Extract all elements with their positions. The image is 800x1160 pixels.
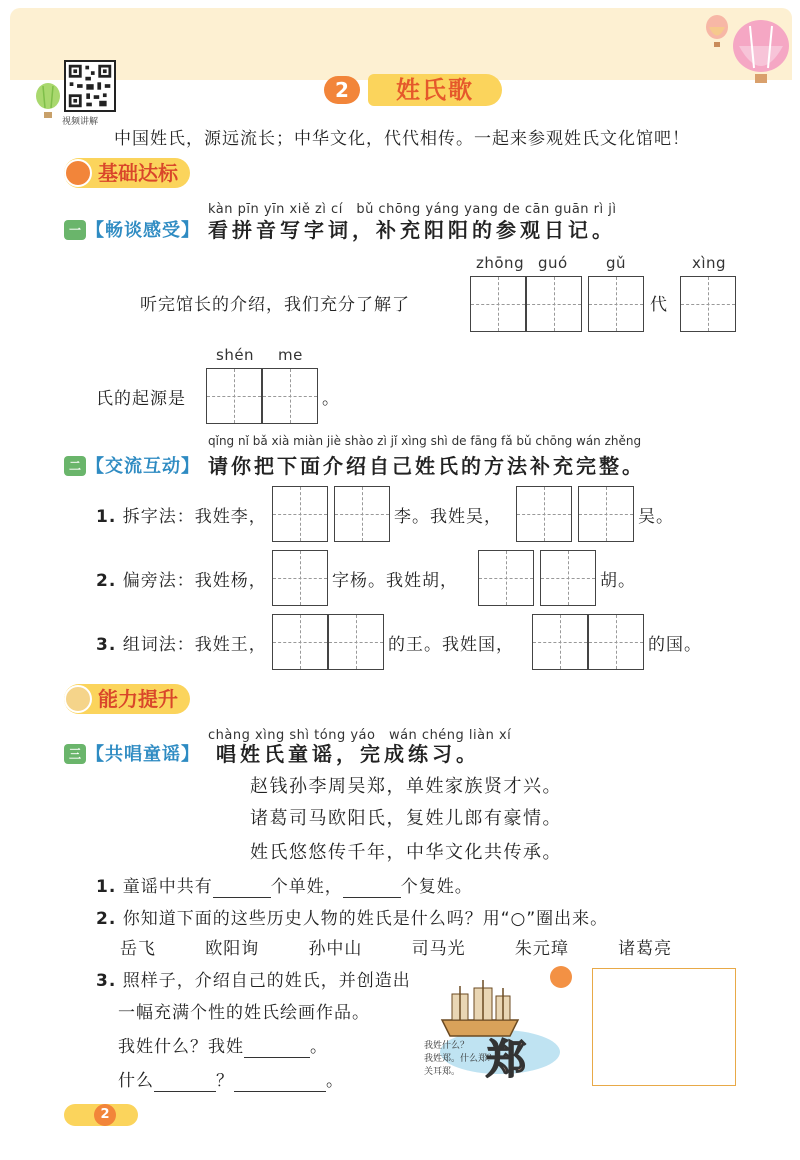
writing-box[interactable] bbox=[272, 550, 328, 606]
pinyin-label: guó bbox=[538, 254, 568, 272]
writing-box[interactable] bbox=[262, 368, 318, 424]
q2-item2-mid: 字杨。我姓胡， bbox=[332, 571, 458, 591]
item-text: 个单姓， bbox=[270, 877, 343, 897]
item-text: 。 bbox=[326, 1071, 344, 1091]
qr-label: 视频讲解 bbox=[62, 117, 99, 127]
q3-marker: 三 bbox=[64, 744, 86, 764]
q1-pinyin: kàn pīn yīn xiě zì cí bǔ chōng yáng yang de cān guān rì jì bbox=[208, 202, 617, 217]
writing-box[interactable] bbox=[470, 276, 526, 332]
writing-box[interactable] bbox=[526, 276, 582, 332]
q1-line1-mid: 代 bbox=[650, 295, 668, 315]
balloon-icon bbox=[34, 82, 62, 120]
page-title: 姓氏歌 bbox=[368, 74, 502, 106]
item-number: 1. bbox=[96, 877, 117, 897]
item-text: 个复姓。 bbox=[400, 877, 473, 897]
writing-box[interactable] bbox=[588, 614, 644, 670]
q3-item3-line2: 一幅充满个性的姓氏绘画作品。 bbox=[118, 1003, 370, 1023]
pinyin-label: zhōng bbox=[476, 254, 525, 272]
item-text: 你知道下面的这些历史人物的姓氏是什么吗？用“○”圈出来。 bbox=[122, 909, 609, 929]
q2-marker: 二 bbox=[64, 456, 86, 476]
item-number: 2. bbox=[96, 571, 117, 591]
q1-line2-prefix: 氏的起源是 bbox=[96, 389, 186, 409]
balloon-icon bbox=[704, 14, 730, 50]
answer-blank[interactable] bbox=[154, 1071, 216, 1092]
item-text: 照样子，介绍自己的姓氏，并创造出 bbox=[122, 971, 411, 991]
header-band bbox=[10, 8, 792, 80]
answer-blank[interactable] bbox=[343, 877, 401, 898]
section-badge-label: 能力提升 bbox=[98, 687, 178, 711]
caption-line: 我姓什么？ bbox=[424, 1041, 470, 1051]
name-option[interactable]: 诸葛亮 bbox=[618, 939, 673, 959]
writing-box[interactable] bbox=[272, 486, 328, 542]
example-character: 郑 bbox=[486, 1037, 526, 1083]
item-text: 童谣中共有 bbox=[122, 877, 213, 897]
pinyin-label: xìng bbox=[692, 254, 727, 272]
lesson-number: 2 bbox=[324, 76, 360, 104]
rhyme-line: 姓氏悠悠传千年，中华文化共传承。 bbox=[250, 842, 562, 863]
item-text: ？ bbox=[216, 1071, 234, 1091]
q2-item1-mid: 李。我姓吴， bbox=[394, 507, 502, 527]
q3-pinyin: chàng xìng shì tóng yáo wán chéng liàn xí bbox=[208, 728, 512, 743]
q2-pinyin: qǐng nǐ bǎ xià miàn jiè shào zì jǐ xìng shì de fāng fǎ bǔ chōng wán zhěng bbox=[208, 434, 642, 448]
name-option[interactable]: 孙中山 bbox=[308, 939, 363, 959]
item-text: 什么 bbox=[118, 1071, 154, 1091]
writing-box[interactable] bbox=[532, 614, 588, 670]
q1-marker: 一 bbox=[64, 220, 86, 240]
q1-line2-suffix: 。 bbox=[322, 389, 340, 409]
q2-text: 请你把下面介绍自己姓氏的方法补充完整。 bbox=[208, 454, 645, 478]
q1-text: 看拼音写字词，补充阳阳的参观日记。 bbox=[208, 218, 616, 242]
item-number: 1. bbox=[96, 507, 117, 527]
q2-item3-mid: 的王。我姓国， bbox=[388, 635, 514, 655]
caption-line: 我姓郑。什么郑？ bbox=[424, 1054, 497, 1064]
medal-icon bbox=[64, 159, 92, 187]
q3-tag: 【共唱童谣】 bbox=[86, 744, 200, 765]
q3-item3-line4 bbox=[118, 1066, 344, 1092]
item-text: 拆字法：我姓李， bbox=[122, 507, 267, 527]
rhyme-line: 赵钱孙李周吴郑，单姓家族贤才兴。 bbox=[250, 776, 562, 797]
item-text: 我姓什么？我姓 bbox=[118, 1037, 244, 1057]
historical-names bbox=[120, 934, 672, 959]
writing-box[interactable] bbox=[516, 486, 572, 542]
pinyin-label: shén bbox=[216, 346, 255, 364]
example-caption bbox=[424, 1040, 496, 1079]
item-text: 偏旁法：我姓杨， bbox=[122, 571, 267, 591]
q2-item2-end: 胡。 bbox=[600, 571, 636, 591]
name-option[interactable]: 朱元璋 bbox=[514, 939, 569, 959]
writing-box[interactable] bbox=[272, 614, 328, 670]
q2-item3 bbox=[96, 630, 267, 655]
answer-blank[interactable] bbox=[213, 877, 271, 898]
item-number: 3. bbox=[96, 635, 117, 655]
q2-item3-end: 的国。 bbox=[648, 635, 702, 655]
qr-code-icon[interactable] bbox=[64, 60, 116, 112]
writing-box[interactable] bbox=[334, 486, 390, 542]
certificate-icon bbox=[64, 685, 92, 713]
q2-tag: 【交流互动】 bbox=[86, 456, 200, 477]
name-option[interactable]: 司马光 bbox=[411, 939, 466, 959]
q3-text: 唱姓氏童谣，完成练习。 bbox=[216, 742, 480, 766]
writing-box[interactable] bbox=[578, 486, 634, 542]
q1-line1-prefix: 听完馆长的介绍，我们充分了解了 bbox=[140, 295, 410, 315]
q2-item1 bbox=[96, 502, 267, 527]
name-option[interactable]: 欧阳询 bbox=[205, 939, 260, 959]
q2-item1-end: 吴。 bbox=[638, 507, 674, 527]
q3-item1 bbox=[96, 872, 473, 898]
answer-blank[interactable] bbox=[244, 1037, 310, 1058]
q3-item3 bbox=[96, 966, 411, 991]
name-option[interactable]: 岳飞 bbox=[120, 939, 156, 959]
intro-text: 中国姓氏，源远流长；中华文化，代代相传。一起来参观姓氏文化馆吧！ bbox=[114, 129, 690, 149]
writing-box[interactable] bbox=[540, 550, 596, 606]
drawing-frame[interactable] bbox=[592, 968, 736, 1086]
balloon-icon bbox=[730, 20, 792, 86]
writing-box[interactable] bbox=[588, 276, 644, 332]
q1-tag: 【畅谈感受】 bbox=[86, 220, 200, 241]
item-text: 组词法：我姓王， bbox=[122, 635, 267, 655]
page-number: 2 bbox=[94, 1104, 116, 1126]
section-badge-label: 基础达标 bbox=[98, 161, 178, 185]
writing-box[interactable] bbox=[206, 368, 262, 424]
writing-box[interactable] bbox=[680, 276, 736, 332]
q3-item2 bbox=[96, 904, 608, 929]
pinyin-label: gǔ bbox=[606, 254, 627, 272]
item-number: 3. bbox=[96, 971, 117, 991]
item-text: 。 bbox=[310, 1037, 328, 1057]
rhyme-line: 诸葛司马欧阳氏，复姓儿郎有豪情。 bbox=[250, 808, 562, 829]
pinyin-label: me bbox=[278, 346, 303, 364]
q3-item3-line3 bbox=[118, 1032, 328, 1058]
q2-item2 bbox=[96, 566, 267, 591]
answer-blank[interactable] bbox=[234, 1071, 326, 1092]
writing-box[interactable] bbox=[478, 550, 534, 606]
writing-box[interactable] bbox=[328, 614, 384, 670]
item-number: 2. bbox=[96, 909, 117, 929]
caption-line: 关耳郑。 bbox=[424, 1067, 461, 1077]
